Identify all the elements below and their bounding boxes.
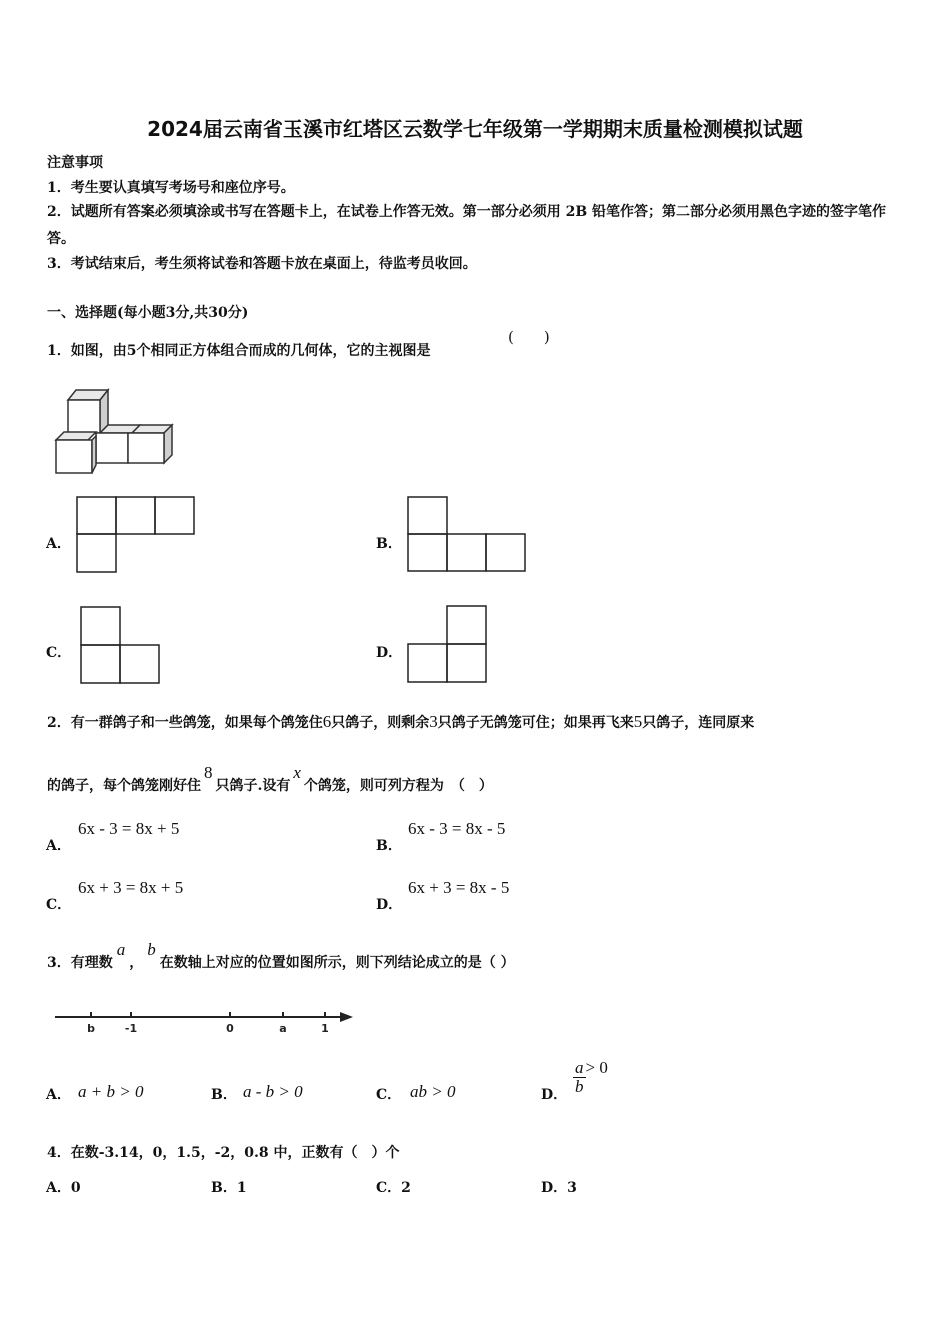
q2-number-5: 5 [633, 712, 643, 731]
axis-label-zero: 0 [226, 1022, 234, 1035]
axis-label-one: 1 [321, 1022, 329, 1035]
q2-text: 2．有一群鸽子和一些鸽笼，如果每个鸽笼住 [47, 715, 323, 731]
q2-text: 只鸽子，则剩余 [331, 715, 430, 731]
q1-option-a-figure[interactable] [76, 496, 196, 576]
q3-option-b-expr[interactable]: a - b > 0 [243, 1082, 303, 1101]
q2-text: 只鸽子.设有 [215, 778, 291, 794]
axis-label-b: b [87, 1022, 95, 1035]
q4-option-d[interactable]: D．3 [541, 1180, 577, 1196]
q2-number-3: 3 [429, 712, 438, 731]
page-title: 2024届云南省玉溪市红塔区云数学七年级第一学期期末质量检测模拟试题 [147, 117, 803, 141]
q2-text: 只鸽子无鸽笼可住；如果再飞来 [437, 715, 634, 731]
q2-line2 [47, 763, 493, 795]
fraction-numerator: a [575, 1058, 584, 1077]
q1-option-a-label[interactable]: A． [46, 536, 71, 552]
q3-option-d-expr[interactable] [573, 1059, 608, 1096]
q2-variable-x: x [293, 763, 301, 782]
q2-option-d-equation[interactable]: 6x + 3 = 8x - 5 [408, 878, 510, 897]
q1-option-b-label[interactable]: B． [376, 536, 402, 552]
q4-text: 4．在数-3.14，0，1.5，-2，0.8 中，正数有（ ）个 [47, 1145, 400, 1161]
q2-text: 只鸽子，连同原来 [642, 715, 755, 731]
fraction-denominator: b [575, 1077, 584, 1096]
q1-option-d-label[interactable]: D． [376, 645, 403, 661]
q4-option-c[interactable]: C．2 [376, 1180, 411, 1196]
q1-option-d-figure[interactable] [407, 605, 491, 685]
q3-option-a-label[interactable]: A． [46, 1087, 71, 1103]
q2-number-6: 6 [322, 712, 332, 731]
q3-comma: ， [129, 955, 144, 971]
q3-option-c-label[interactable]: C． [376, 1087, 402, 1103]
q1-option-b-figure[interactable] [407, 496, 529, 574]
notice-item-1: 1．考生要认真填写考场号和座位序号。 [47, 180, 295, 196]
q3-option-a-expr[interactable]: a + b > 0 [78, 1082, 144, 1101]
notice-heading: 注意事项 [47, 155, 103, 171]
q1-solid-figure [52, 385, 177, 477]
axis-label-a: a [279, 1022, 287, 1035]
q1-option-c-figure[interactable] [80, 606, 164, 686]
notice-item-3: 3．考试结束后，考生须将试卷和答题卡放在桌面上，待监考员收回。 [47, 256, 477, 272]
q2-line1 [47, 712, 754, 732]
fraction [573, 1059, 586, 1096]
q3-text: 3．有理数 [47, 955, 113, 971]
axis-label-neg1: -1 [124, 1022, 138, 1035]
q3-option-b-label[interactable]: B． [211, 1087, 237, 1103]
q3-text-line [47, 940, 515, 972]
q2-option-c-equation[interactable]: 6x + 3 = 8x + 5 [78, 878, 184, 897]
notice-item-2: 2．试题所有答案必须填涂或书写在答题卡上，在试卷上作答无效。第一部分必须用 2B 铅笔作答；第二部分必须用黑色字迹的签字笔作答。 [47, 204, 887, 247]
q1-option-c-label[interactable]: C． [46, 645, 72, 661]
q2-option-a-label[interactable]: A． [46, 838, 71, 854]
q3-number-line [55, 1005, 355, 1037]
section-heading: 一、选择题(每小题3分,共30分) [47, 305, 249, 321]
fraction-comparison: > 0 [585, 1058, 608, 1078]
q4-option-b[interactable]: B．1 [211, 1180, 247, 1196]
q3-option-c-expr[interactable]: ab > 0 [410, 1082, 456, 1101]
q3-text: 在数轴上对应的位置如图所示，则下列结论成立的是（ ） [159, 955, 515, 971]
q4-option-a[interactable]: A．0 [46, 1180, 81, 1196]
q1-text: 1．如图，由5个相同正方体组合而成的几何体，它的主视图是 [47, 343, 431, 359]
q2-option-c-label[interactable]: C． [46, 897, 72, 913]
q3-option-d-label[interactable]: D． [541, 1087, 568, 1103]
q2-text: 的鸽子，每个鸽笼刚好住 [47, 778, 201, 794]
q3-variable-a: a [116, 940, 126, 959]
q2-number-8: 8 [204, 763, 213, 782]
q2-text: 个鸽笼，则可列方程为 （ ） [303, 778, 493, 794]
q2-option-b-label[interactable]: B． [376, 838, 402, 854]
q3-variable-b: b [147, 940, 156, 959]
q1-answer-paren: ( ) [508, 328, 550, 346]
q2-option-b-equation[interactable]: 6x - 3 = 8x - 5 [408, 819, 506, 838]
q2-option-a-equation[interactable]: 6x - 3 = 8x + 5 [78, 819, 180, 838]
q2-option-d-label[interactable]: D． [376, 897, 403, 913]
